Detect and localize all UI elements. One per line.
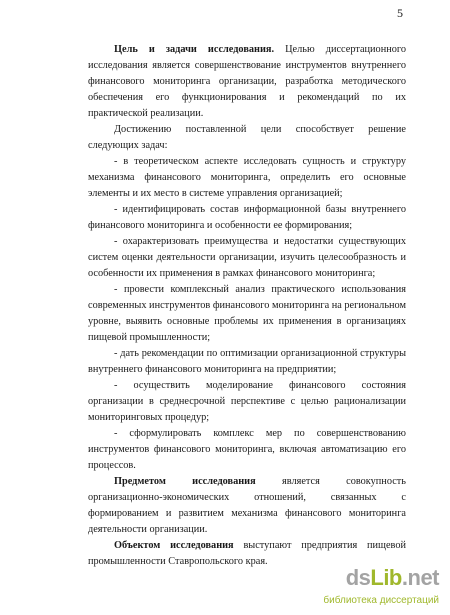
dslib-watermark [305,565,445,613]
goal-heading: Цель и задачи исследования. [114,44,275,55]
subject-heading: Предметом исследования [114,476,256,487]
task-item: - осуществить моделирование финансового состояния организации в среднесрочной перспективе с целью рационализации мониторинговых процедур; [88,380,406,423]
tasks-intro: Достижению поставленной цели способствует решение следующих задач: [88,124,406,151]
task-item: - идентифицировать состав информационной базы внутреннего финансового мониторинга и особенности ее формирования; [88,204,406,231]
document-body [88,42,406,570]
task-item: - в теоретическом аспекте исследовать сущность и структуру механизма финансового мониторинга, определить его основные элементы и их место в системе управления организацией; [88,156,406,199]
subject-text: является совокупность организационно-экономических отношений, связанных с формированием и развитием механизма финансового мониторинга деятельности организации. [88,476,406,535]
task-item: - охарактеризовать преимущества и недостатки существующих систем оценки деятельности организации, изучить целесообразность и особенности их применения в рамках финансового мониторинга; [88,236,406,279]
subject-paragraph [88,474,406,538]
dslib-logo [346,565,439,591]
logo-net: net [407,565,439,590]
page-number: 5 [397,6,403,20]
object-heading: Объектом исследования [114,540,234,551]
goal-paragraph [88,42,406,122]
object-text: выступают предприятия пищевой промышленности Ставропольского края. [88,540,406,567]
goal-text: Целью диссертационного исследования является совершенствование инструментов внутреннего финансового мониторинга организации, разработка методического обеспечения его функционирования и рекомендаций по их практической реализации. [88,44,406,119]
logo-ds: ds [345,565,371,590]
task-item: - дать рекомендации по оптимизации организационной структуры внутреннего финансового мониторинга на предприятии; [88,348,406,375]
task-item: - провести комплексный анализ практического использования современных инструментов финансового мониторинга на региональном уровне, выявить основные проблемы их применения в организациях пищевой промышленности; [88,284,406,343]
task-item: - сформулировать комплекс мер по совершенствованию инструментов финансового мониторинга, включая автоматизацию его процессов. [88,428,406,471]
logo-dot: . [401,565,408,590]
logo-lib: Lib [370,565,402,590]
watermark-tagline: библиотека диссертаций [323,595,439,606]
